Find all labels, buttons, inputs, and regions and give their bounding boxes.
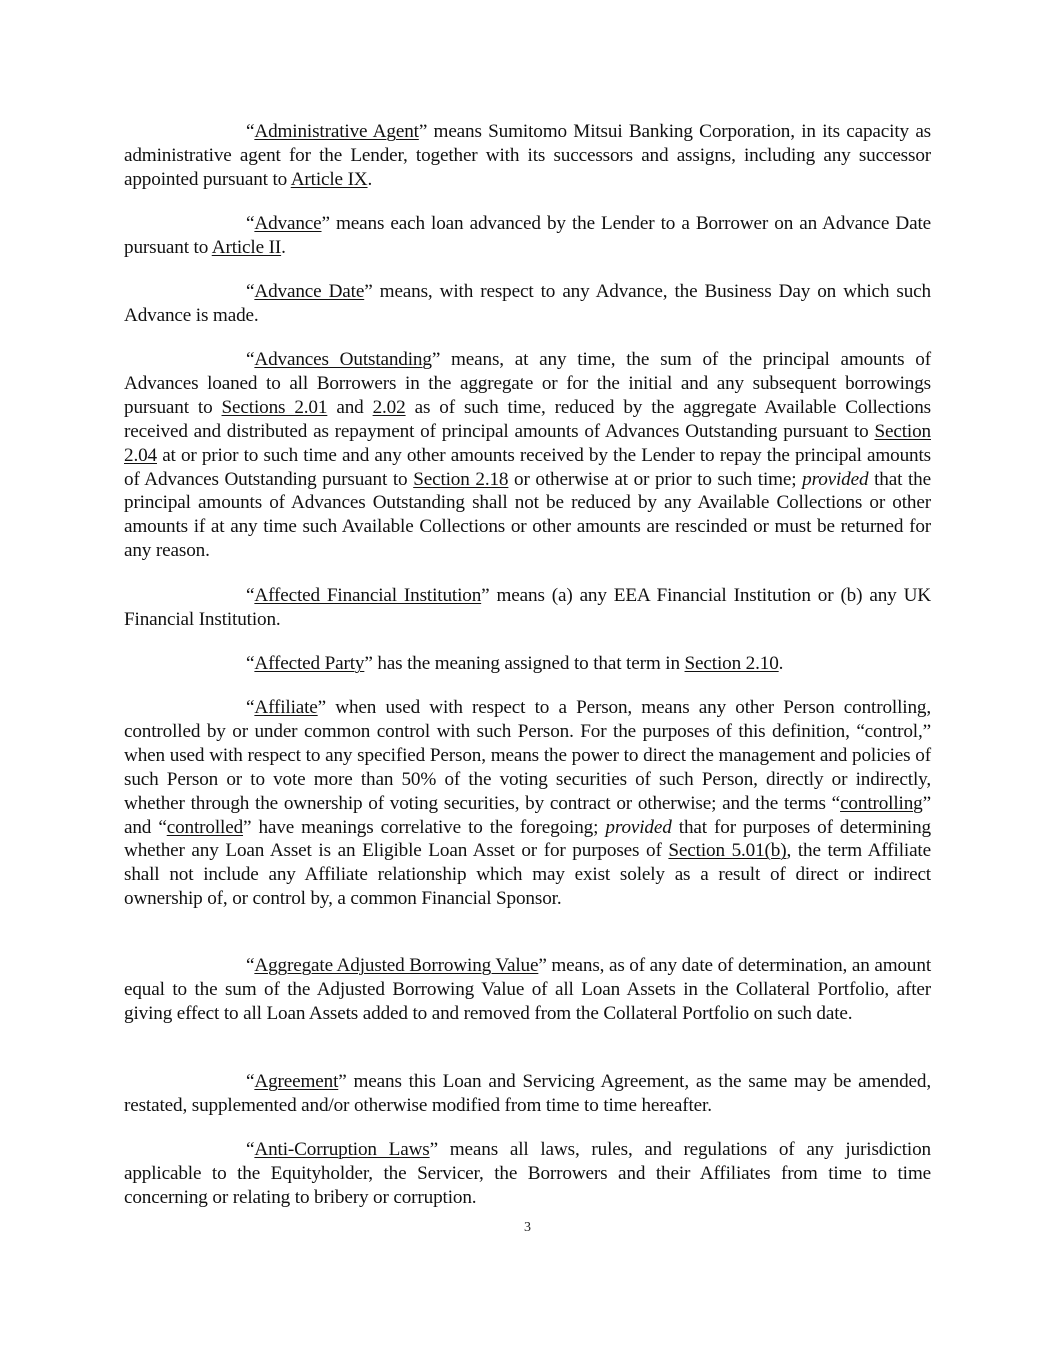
cross-reference-link: Sections 2.01 [221, 396, 328, 418]
body-text: , the term Affiliate shall not include any Affiliate relationship which may exist solely as a result of direct or indirect ownership of, or control by, a common Financial Sponsor. [124, 840, 931, 910]
definition-paragraph [124, 652, 931, 676]
body-text: ” and “ [124, 792, 931, 838]
body-text: “ [246, 349, 255, 370]
cross-reference-link: Article IX [290, 168, 368, 190]
body-text: “ [246, 1071, 255, 1092]
body-text: “ [246, 955, 255, 976]
body-text: ” means (a) any EEA Financial Institution or (b) any UK Financial Institution. [124, 585, 931, 630]
cross-reference-link: 2.02 [372, 396, 406, 418]
body-text: ” means this Loan and Servicing Agreement, as the same may be amended, restated, supplemented and/or otherwise modified from time to time hereafter. [124, 1071, 931, 1116]
definition-paragraph [124, 696, 931, 911]
body-text: ” means Sumitomo Mitsui Banking Corporation, in its capacity as administrative agent for the Lender, together with its successors and assigns, including any successor appointed pursuant to [124, 121, 931, 190]
defined-term: Affected Financial Institution [254, 585, 482, 606]
body-text: “ [246, 653, 255, 674]
body-text: ” means, at any time, the sum of the principal amounts of Advances loaned to all Borrowers in the aggregate or for the initial and any subsequent borrowings pursuant to [124, 349, 931, 418]
page-number: 3 [524, 1220, 531, 1235]
body-text: . [778, 653, 784, 674]
defined-term: Advance Date [254, 281, 365, 302]
definition-paragraph [124, 584, 931, 632]
cross-reference-link: Section 2.18 [413, 468, 509, 490]
defined-term: Advances Outstanding [254, 349, 432, 370]
body-text: “ [246, 213, 255, 234]
body-text: “ [246, 281, 255, 302]
cross-reference-link: Section 5.01(b) [668, 840, 787, 862]
body-text: . [281, 236, 286, 258]
cross-reference-link: Section 2.04 [124, 420, 931, 466]
definition-paragraph [124, 348, 931, 563]
definition-paragraph [124, 1138, 931, 1210]
cross-reference-link: controlling [840, 792, 923, 814]
body-text: “ [246, 121, 255, 142]
body-text: as of such time, reduced by the aggregate Available Collections received and distributed as repayment of principal amounts of Advances Outstanding pursuant to [124, 396, 931, 442]
body-text: “ [246, 585, 255, 606]
cross-reference-link: Section 2.10 [684, 653, 779, 674]
defined-term: Affiliate [254, 697, 318, 718]
cross-reference-link: Article II [211, 236, 282, 258]
defined-term: Administrative Agent [254, 121, 419, 142]
cross-reference-link: controlled [166, 816, 244, 838]
italic-text: provided [802, 468, 869, 490]
body-text: that the principal amounts of Advances Outstanding shall not be reduced by any Available Collections or other amounts if at any time such Available Collections or other amounts are rescinded or must be returned for any reason. [124, 468, 931, 562]
body-text: “ [246, 1139, 255, 1160]
body-text: and [327, 396, 373, 418]
body-text: ” means, with respect to any Advance, the Business Day on which such Advance is made. [124, 281, 931, 326]
definition-paragraph [124, 280, 931, 328]
body-text: at or prior to such time and any other amounts received by the Lender to repay the principal amounts of Advances Outstanding pursuant to [124, 444, 931, 490]
definition-paragraph [124, 954, 931, 1026]
body-text: or otherwise at or prior to such time; [508, 468, 803, 490]
body-text: that for purposes of determining whether any Loan Asset is an Eligible Loan Asset or for purposes of [124, 816, 931, 862]
italic-text: provided [605, 816, 672, 838]
body-text: ” means, as of any date of determination, an amount equal to the sum of the Adjusted Borrowing Value of all Loan Assets in the Collateral Portfolio, after giving effect to all Loan Assets added to and removed from the Collateral Portfolio on such date. [124, 955, 931, 1024]
body-text: . [367, 168, 373, 190]
body-text: ” when used with respect to a Person, means any other Person controlling, controlled by or under common control with such Person. For the purposes of this definition, “control,” when used with respect to any specified Person, means the power to direct the management and policies of such Person or to vote more than 50% of the voting securities of such Person, directly or indirectly, whether through the ownership of voting securities, by contract or otherwise; and the terms “ [124, 697, 931, 814]
body-text: ” means each loan advanced by the Lender to a Borrower on an Advance Date pursuant to [124, 213, 931, 258]
definition-paragraph [124, 1070, 931, 1118]
defined-term: Anti-Corruption Laws [254, 1139, 430, 1160]
definition-paragraph [124, 212, 931, 260]
definition-paragraph [124, 120, 931, 192]
defined-term: Aggregate Adjusted Borrowing Value [254, 955, 539, 976]
body-text: ” means all laws, rules, and regulations of any jurisdiction applicable to the Equityholder, the Servicer, the Borrowers and their Affiliates from time to time concerning or relating to bribery or corruption. [124, 1139, 931, 1208]
body-text: ” have meanings correlative to the foregoing; [243, 816, 606, 838]
defined-term: Advance [254, 213, 322, 234]
body-text: ” has the meaning assigned to that term in [364, 653, 685, 674]
defined-term: Affected Party [254, 653, 365, 674]
defined-term: Agreement [254, 1071, 339, 1092]
body-text: “ [246, 697, 255, 718]
